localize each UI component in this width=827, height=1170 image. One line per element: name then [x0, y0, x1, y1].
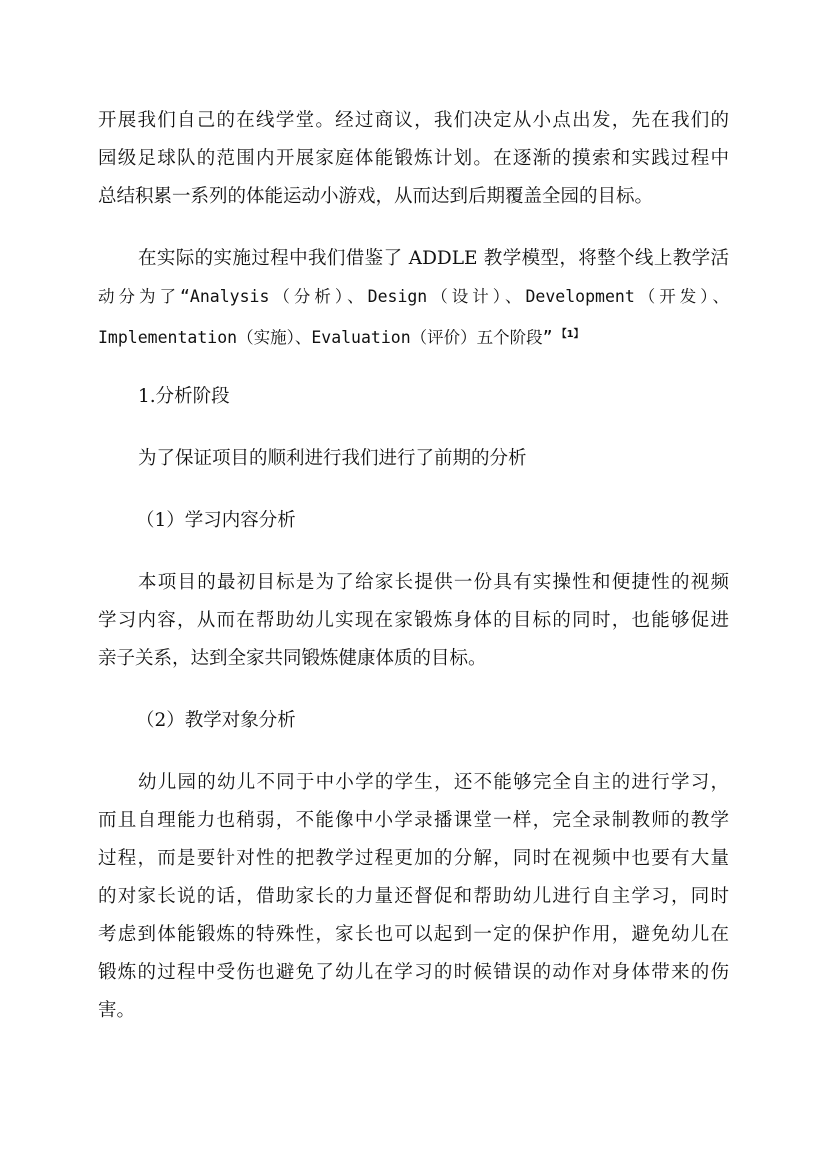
paragraph-line: 过程，而是要针对性的把教学过程更加的分解，同时在视频中也要有大量	[98, 848, 729, 869]
paragraph-line: 害。	[98, 1000, 136, 1021]
section-heading-analysis	[98, 378, 729, 416]
paragraph-line: 在实际的实施过程中我们借鉴了 ADDLE 教学模型，将整个线上教学活	[138, 248, 729, 269]
paragraph-line-text: Implementation（实施）、Evaluation（评价）五个阶段”	[98, 328, 553, 347]
paragraph-line: 亲子关系，达到全家共同锻炼健康体质的目标。	[98, 648, 487, 669]
paragraph-line: 总结积累一系列的体能运动小游戏，从而达到后期覆盖全园的目标。	[98, 186, 654, 207]
paragraph-line: 本项目的最初目标是为了给家长提供一份具有实操性和便捷性的视频	[138, 572, 729, 593]
paragraph-line: 的对家长说的话，借助家长的力量还督促和帮助幼儿进行自主学习，同时	[98, 886, 729, 907]
paragraph-content-analysis	[98, 564, 729, 678]
subsection-heading: （1）学习内容分析	[136, 510, 296, 531]
paragraph-line: 锻炼的过程中受伤也避免了幼儿在学习的时候错误的动作对身体带来的伤	[98, 962, 729, 983]
paragraph-line: 为了保证项目的顺利进行我们进行了前期的分析	[138, 448, 527, 469]
document-page	[98, 102, 729, 1030]
paragraph-analysis-intro	[98, 440, 729, 478]
citation-marker: 【1】	[556, 329, 584, 340]
paragraph-online-classroom	[98, 102, 729, 216]
paragraph-line-text: 动分为了“Analysis（分析）、Design（设计）、Development（开发）、	[98, 287, 729, 306]
paragraph-line: 开展我们自己的在线学堂。经过商议，我们决定从小点出发，先在我们的	[98, 110, 729, 131]
subsection-heading-audience	[98, 702, 729, 740]
subsection-heading-content	[98, 502, 729, 540]
paragraph-line: 幼儿园的幼儿不同于中小学的学生，还不能够完全自主的进行学习，	[138, 772, 729, 793]
paragraph-audience-analysis	[98, 764, 729, 1030]
paragraph-line: 园级足球队的范围内开展家庭体能锻炼计划。在逐渐的摸索和实践过程中	[98, 148, 729, 169]
subsection-heading: （2）教学对象分析	[136, 710, 296, 731]
section-heading: 1.分析阶段	[138, 386, 230, 407]
paragraph-line: 考虑到体能锻炼的特殊性，家长也可以起到一定的保护作用，避免幼儿在	[98, 924, 729, 945]
paragraph-line: 学习内容，从而在帮助幼儿实现在家锻炼身体的目标的同时，也能够促进	[98, 610, 729, 631]
paragraph-line	[98, 316, 729, 354]
paragraph-line: 而且自理能力也稍弱，不能像中小学录播课堂一样，完全录制教师的教学	[98, 810, 729, 831]
paragraph-addle-model	[98, 240, 729, 354]
paragraph-line	[98, 278, 729, 316]
